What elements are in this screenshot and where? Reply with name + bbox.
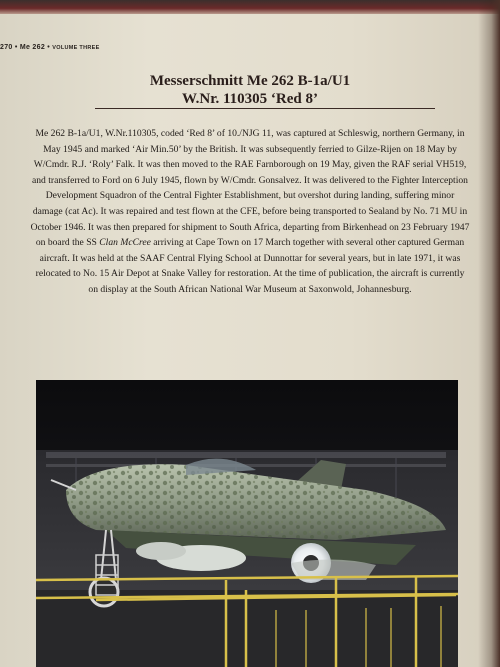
running-header [0,44,100,51]
title-line-2: W.Nr. 110305 ‘Red 8’ [182,91,318,107]
article-title [60,72,440,108]
ship-name: Clan McCree [99,237,151,249]
page-number: 270 [0,44,13,51]
book-title: Me 262 [19,44,46,51]
volume-label: VOLUME THREE [52,45,100,51]
title-divider [95,108,435,109]
article-body [30,126,470,298]
body-text-part-2: arriving at Cape Town on 17 March together with several other captured German aircraft. It was held at the SAAF Central Flying School at Dunnottar for several years, but in late 1971, it was relocated to No. 15 Air Depot at Snake Valley for restoration. At the time of publication, the aircraft is currently on display at the South African National War Museum at Saxonwold, Johannesburg. [35,237,465,295]
body-text-part-1: Me 262 B-1a/U1, W.Nr.110305, coded ‘Red 8’ of 10./NJG 11, was captured at Schleswig, northern Germany, in May 1945 and marked ‘Air Min.50’ by the British. It was subsequently ferried to Gilze-Rijen on 18 May by W/Cmdr. R.J. ‘Roly’ Falk. It was then moved to the RAE Farnborough on 19 May, given the RAF serial VH519, and transferred to Ford on 6 July 1945, flown by W/Cmdr. Gonsalvez. It was delivered to the Fighter Interception Development Squadron of the Central Fighter Establishment, but overshot during landing, suffering minor damage (cat Ac). It was repaired and test flown at the CFE, before being transported to Sealand by No. 71 MU in October 1946. It was then prepared for shipment to South Africa, departing from Birkenhead on 23 February 1947 on board the SS [30,128,470,249]
aircraft-photo-illustration [36,380,458,667]
title-line-1: Messerschmitt Me 262 B-1a/U1 [149,73,351,89]
header-separator: • [14,44,18,51]
page-binding-shadow [478,0,500,667]
aircraft-photo [36,380,458,667]
page-top-edge [0,0,500,14]
header-separator-2: • [47,44,51,51]
